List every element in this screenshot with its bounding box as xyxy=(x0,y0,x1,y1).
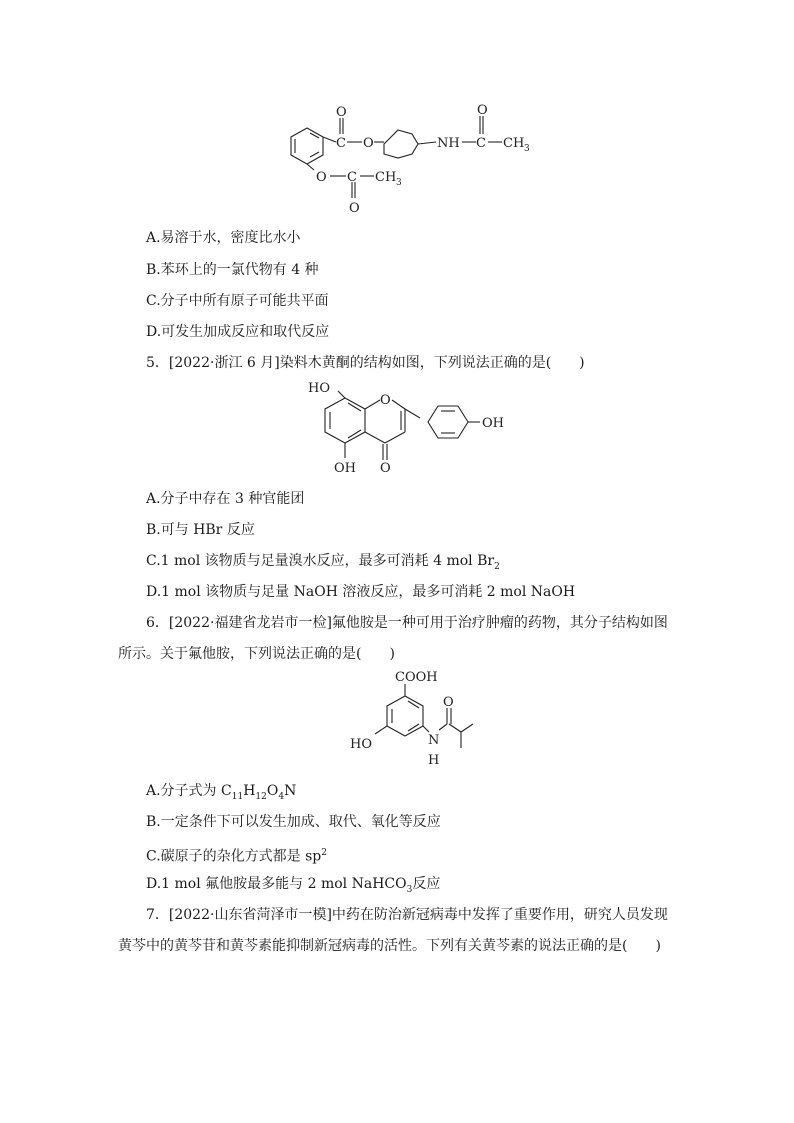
s1-o-top-2: O xyxy=(477,103,488,118)
s3-cooh: COOH xyxy=(395,670,438,685)
q5-option-a: A.分子中存在 3 种官能团 xyxy=(146,491,305,507)
q6-d-post: 反应 xyxy=(412,876,441,892)
q6-stem-line1: 6．[2022·福建省龙岩市一检]氟他胺是一种可用于治疗肿瘤的药物，其分子结构如图 xyxy=(146,615,668,631)
q4-option-d: D.可发生加成反应和取代反应 xyxy=(146,324,330,340)
q6-option-d xyxy=(146,875,440,899)
s2-oh-bottom: OH xyxy=(334,461,356,476)
q6-option-a xyxy=(146,782,296,806)
s3-h: H xyxy=(428,753,440,768)
q4-option-b: B.苯环上的一氯代物有 4 种 xyxy=(146,262,319,278)
s2-o-ring: O xyxy=(380,393,391,408)
q5-option-c-sub: 2 xyxy=(494,561,500,572)
q7-stem-line1: 7．[2022·山东省菏泽市一模]中药在防治新冠病毒中发挥了重要作用，研究人员发现 xyxy=(146,907,668,923)
s2-oh-right: OH xyxy=(482,416,504,431)
benzene-ring-left xyxy=(291,128,323,164)
s1-c-amide: C xyxy=(476,136,486,151)
s1-c-lower: C xyxy=(347,170,357,185)
benzene-ring-middle xyxy=(384,130,418,158)
s1-sub-3-right: 3 xyxy=(524,144,530,154)
s2-ho: HO xyxy=(308,381,330,396)
s1-ch3-right: CH xyxy=(503,136,525,151)
structure-3-diagram xyxy=(345,668,485,768)
s1-o-ester: O xyxy=(363,136,374,151)
q6-d-pre: D.1 mol 氟他胺最多能与 2 mol NaHCO xyxy=(146,876,407,892)
q6-a-n: N xyxy=(284,783,297,799)
q5-option-c-text: C.1 mol 该物质与足量溴水反应，最多可消耗 4 mol Br xyxy=(146,553,495,569)
structure-1-diagram xyxy=(280,100,550,220)
s1-nh: NH xyxy=(437,136,460,151)
s1-sub-3-lower: 3 xyxy=(396,178,402,188)
q5-option-b: B.可与 HBr 反应 xyxy=(146,522,255,538)
q7-stem-line2: 黄芩中的黄芩苷和黄芩素能抑制新冠病毒的活性。下列有关黄芩素的说法正确的是( ) xyxy=(118,938,661,954)
q6-a-s2: 12 xyxy=(255,791,267,802)
s1-o-top-1: O xyxy=(336,105,347,120)
s1-o-bottom: O xyxy=(349,201,360,216)
s3-ho: HO xyxy=(350,737,372,752)
q6-option-b: B.一定条件下可以发生加成、取代、氧化等反应 xyxy=(146,814,441,830)
q6-a-s1: 11 xyxy=(231,791,244,802)
q6-a-h: H xyxy=(243,783,256,799)
q6-option-c xyxy=(146,844,327,866)
q6-stem-line2: 所示。关于氟他胺，下列说法正确的是( ) xyxy=(118,646,395,662)
q6-a-pre: A.分子式为 C xyxy=(146,783,232,799)
q6-a-s3: 4 xyxy=(278,791,285,802)
q5-stem: 5．[2022·浙江 6 月]染料木黄酮的结构如图，下列说法正确的是( ) xyxy=(146,355,585,371)
s1-o-lower: O xyxy=(316,170,327,185)
q5-option-c xyxy=(146,552,500,576)
q4-option-a: A.易溶于水，密度比水小 xyxy=(146,230,301,246)
q6-d-sub: 3 xyxy=(406,884,413,895)
q6-c-text: C.碳原子的杂化方式都是 sp xyxy=(146,848,322,865)
q6-c-sup: 2 xyxy=(321,848,327,858)
structure-2-diagram xyxy=(300,378,540,478)
s1-ch3-lower: CH xyxy=(375,170,397,185)
q6-a-o: O xyxy=(266,783,279,799)
s1-c-ester: C xyxy=(336,136,346,151)
s2-o-keto: O xyxy=(380,461,391,476)
s3-n: N xyxy=(428,733,440,748)
q5-option-d: D.1 mol 该物质与足量 NaOH 溶液反应，最多可消耗 2 mol NaOH xyxy=(146,584,576,600)
q4-option-c: C.分子中所有原子可能共平面 xyxy=(146,293,329,309)
s3-o: O xyxy=(443,695,454,710)
ring-a xyxy=(325,398,365,443)
